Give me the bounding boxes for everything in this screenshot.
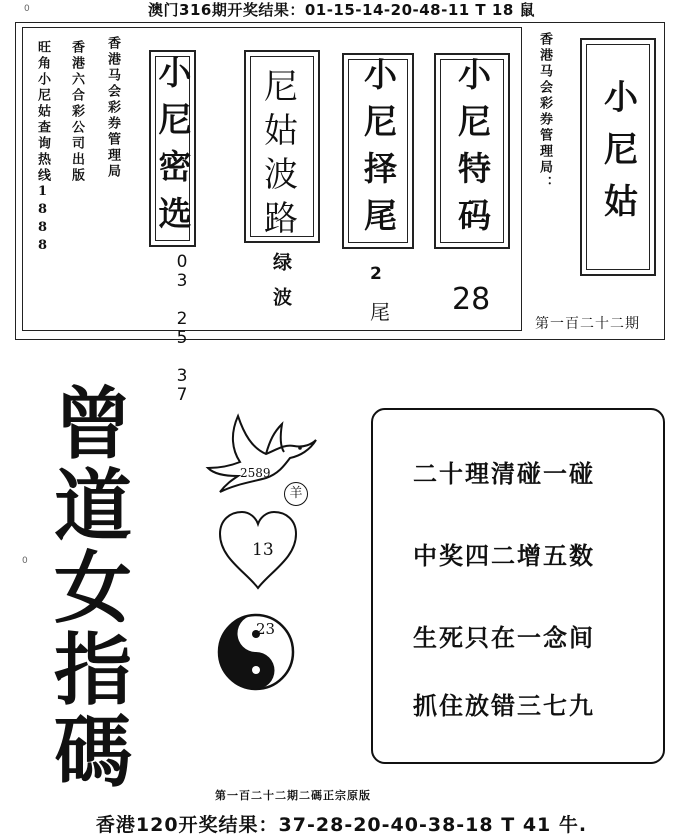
panel-secret-pick-value: 03 25 37 (172, 252, 192, 404)
heart-number: 13 (252, 540, 274, 560)
panel-special-code-value: 28 (452, 282, 491, 317)
panel-special-code-title: 小尼特码 (453, 57, 492, 245)
brand-title: 小尼姑 (597, 79, 638, 235)
poem-line: 生死只在一念间 (413, 623, 595, 652)
panel-wave-path (244, 50, 320, 243)
panel-secret-pick (149, 50, 196, 247)
big-title-char: 道 (53, 462, 136, 552)
poem-line: 抓住放错三七九 (413, 691, 595, 720)
dove-number: 2589 (240, 466, 271, 480)
big-title-char: 曾 (53, 380, 136, 470)
publisher-column: 香港六合彩公司出版 (69, 40, 84, 184)
right-authority-column: 香港马会彩券管理局： (537, 32, 552, 192)
poem-box (371, 408, 665, 764)
big-title-char: 碼 (53, 708, 136, 798)
authority-column: 香港马会彩券管理局 (105, 36, 120, 180)
panel-wave-path-value: 绿波 (270, 252, 292, 322)
top-result-header: 澳门316期开奖结果：01-15-14-20-48-11 T 18 鼠 (148, 1, 535, 19)
brand-box (580, 38, 656, 276)
poem-line: 中奖四二增五数 (413, 541, 595, 570)
panel-tail-pick-number: 2 (370, 264, 382, 284)
zodiac-badge: 羊 (284, 482, 308, 506)
panel-wave-path-title: 尼姑波路 (264, 67, 300, 239)
panel-tail-pick-title: 小尼择尾 (359, 57, 398, 245)
panel-tail-pick (342, 53, 414, 249)
bottom-result-header: 香港120开奖结果：37-28-20-40-38-18 T 41 牛. (95, 814, 588, 836)
poem-line: 二十理清碰一碰 (413, 459, 595, 488)
panel-tail-pick-unit: 尾 (370, 300, 390, 324)
big-title-char: 指 (53, 626, 136, 716)
footer-note: 第一百二十二期二碼正宗原版 (215, 789, 371, 802)
yinyang-number: 23 (256, 620, 276, 638)
panel-secret-pick-title: 小尼密选 (153, 54, 193, 243)
big-title (40, 380, 150, 798)
hotline-column: 旺角小尼姑查询热线1888 (35, 40, 50, 256)
issue-label: 第一百二十二期 (535, 316, 640, 332)
panel-special-code (434, 53, 510, 249)
side-mark: 0 (22, 556, 28, 566)
corner-mark: 0 (24, 4, 30, 14)
big-title-char: 女 (53, 544, 136, 634)
